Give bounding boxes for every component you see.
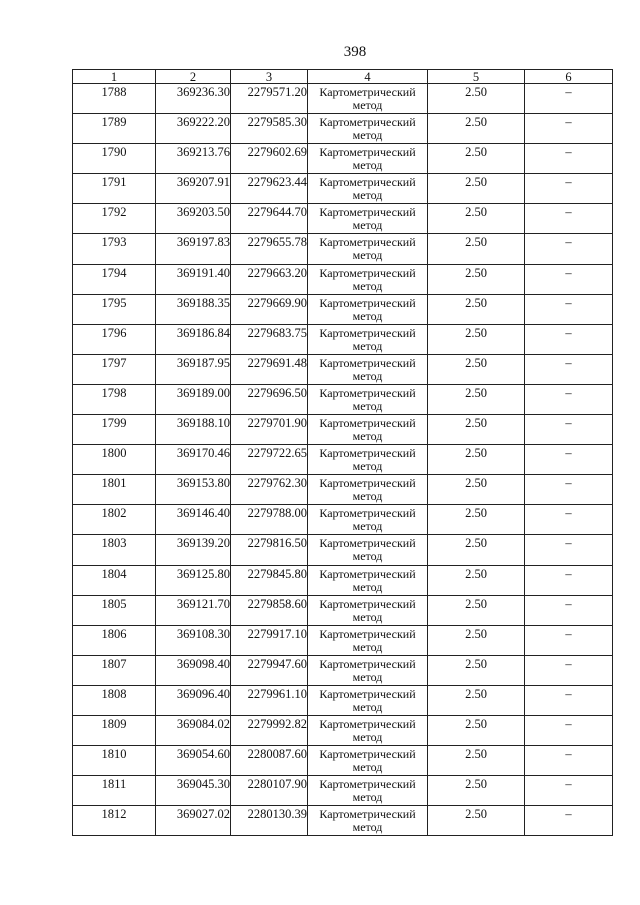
y-coordinate-cell: 2279961.10 (231, 685, 308, 715)
method-cell: Картометрический метод (308, 505, 428, 535)
column-header-5: 5 (428, 70, 525, 84)
accuracy-cell: 2.50 (428, 505, 525, 535)
x-coordinate-cell: 369207.91 (156, 174, 231, 204)
note-cell: – (525, 685, 613, 715)
table-row (73, 354, 613, 384)
accuracy-cell: 2.50 (428, 655, 525, 685)
x-coordinate-cell: 369125.80 (156, 565, 231, 595)
method-cell: Картометрический метод (308, 715, 428, 745)
note-cell: – (525, 595, 613, 625)
table-row (73, 685, 613, 715)
method-cell: Картометрический метод (308, 84, 428, 114)
coordinates-table (72, 69, 613, 836)
accuracy-cell: 2.50 (428, 324, 525, 354)
table-row (73, 445, 613, 475)
note-cell: – (525, 354, 613, 384)
point-number-cell: 1795 (73, 294, 156, 324)
table-row (73, 84, 613, 114)
note-cell: – (525, 625, 613, 655)
x-coordinate-cell: 369213.76 (156, 144, 231, 174)
table-row (73, 384, 613, 414)
point-number-cell: 1807 (73, 655, 156, 685)
note-cell: – (525, 746, 613, 776)
x-coordinate-cell: 369191.40 (156, 264, 231, 294)
table-row (73, 114, 613, 144)
point-number-cell: 1809 (73, 715, 156, 745)
method-cell: Картометрический метод (308, 354, 428, 384)
accuracy-cell: 2.50 (428, 354, 525, 384)
x-coordinate-cell: 369188.35 (156, 294, 231, 324)
point-number-cell: 1803 (73, 535, 156, 565)
table-row (73, 595, 613, 625)
y-coordinate-cell: 2279602.69 (231, 144, 308, 174)
method-cell: Картометрический метод (308, 174, 428, 204)
y-coordinate-cell: 2279917.10 (231, 625, 308, 655)
method-cell: Картометрический метод (308, 324, 428, 354)
method-cell: Картометрический метод (308, 445, 428, 475)
point-number-cell: 1806 (73, 625, 156, 655)
table-row (73, 475, 613, 505)
point-number-cell: 1788 (73, 84, 156, 114)
table-row (73, 264, 613, 294)
page-number: 398 (343, 44, 367, 60)
method-cell: Картометрический метод (308, 475, 428, 505)
x-coordinate-cell: 369096.40 (156, 685, 231, 715)
y-coordinate-cell: 2279858.60 (231, 595, 308, 625)
table-row (73, 294, 613, 324)
point-number-cell: 1801 (73, 475, 156, 505)
method-cell: Картометрический метод (308, 746, 428, 776)
point-number-cell: 1811 (73, 776, 156, 806)
accuracy-cell: 2.50 (428, 595, 525, 625)
accuracy-cell: 2.50 (428, 294, 525, 324)
note-cell: – (525, 384, 613, 414)
point-number-cell: 1793 (73, 234, 156, 264)
note-cell: – (525, 535, 613, 565)
point-number-cell: 1804 (73, 565, 156, 595)
accuracy-cell: 2.50 (428, 776, 525, 806)
method-cell: Картометрический метод (308, 234, 428, 264)
x-coordinate-cell: 369153.80 (156, 475, 231, 505)
note-cell: – (525, 415, 613, 445)
x-coordinate-cell: 369222.20 (156, 114, 231, 144)
table-row (73, 535, 613, 565)
x-coordinate-cell: 369188.10 (156, 415, 231, 445)
accuracy-cell: 2.50 (428, 715, 525, 745)
accuracy-cell: 2.50 (428, 535, 525, 565)
x-coordinate-cell: 369170.46 (156, 445, 231, 475)
note-cell: – (525, 806, 613, 836)
table-row (73, 234, 613, 264)
table-row (73, 174, 613, 204)
y-coordinate-cell: 2279845.80 (231, 565, 308, 595)
method-cell: Картометрический метод (308, 806, 428, 836)
method-cell: Картометрический метод (308, 264, 428, 294)
column-header-4: 4 (308, 70, 428, 84)
x-coordinate-cell: 369027.02 (156, 806, 231, 836)
x-coordinate-cell: 369139.20 (156, 535, 231, 565)
y-coordinate-cell: 2279722.65 (231, 445, 308, 475)
y-coordinate-cell: 2279571.20 (231, 84, 308, 114)
accuracy-cell: 2.50 (428, 264, 525, 294)
table-row (73, 746, 613, 776)
table-row (73, 204, 613, 234)
x-coordinate-cell: 369045.30 (156, 776, 231, 806)
y-coordinate-cell: 2280087.60 (231, 746, 308, 776)
note-cell: – (525, 445, 613, 475)
method-cell: Картометрический метод (308, 565, 428, 595)
y-coordinate-cell: 2279947.60 (231, 655, 308, 685)
note-cell: – (525, 505, 613, 535)
table-row (73, 505, 613, 535)
y-coordinate-cell: 2279623.44 (231, 174, 308, 204)
method-cell: Картометрический метод (308, 655, 428, 685)
y-coordinate-cell: 2279701.90 (231, 415, 308, 445)
point-number-cell: 1799 (73, 415, 156, 445)
x-coordinate-cell: 369203.50 (156, 204, 231, 234)
method-cell: Картометрический метод (308, 144, 428, 174)
x-coordinate-cell: 369197.83 (156, 234, 231, 264)
method-cell: Картометрический метод (308, 595, 428, 625)
y-coordinate-cell: 2279691.48 (231, 354, 308, 384)
y-coordinate-cell: 2279762.30 (231, 475, 308, 505)
method-cell: Картометрический метод (308, 535, 428, 565)
accuracy-cell: 2.50 (428, 625, 525, 655)
table-row (73, 715, 613, 745)
note-cell: – (525, 234, 613, 264)
note-cell: – (525, 144, 613, 174)
point-number-cell: 1810 (73, 746, 156, 776)
x-coordinate-cell: 369098.40 (156, 655, 231, 685)
method-cell: Картометрический метод (308, 204, 428, 234)
x-coordinate-cell: 369236.30 (156, 84, 231, 114)
y-coordinate-cell: 2279816.50 (231, 535, 308, 565)
accuracy-cell: 2.50 (428, 445, 525, 475)
point-number-cell: 1794 (73, 264, 156, 294)
note-cell: – (525, 475, 613, 505)
method-cell: Картометрический метод (308, 776, 428, 806)
point-number-cell: 1802 (73, 505, 156, 535)
note-cell: – (525, 655, 613, 685)
y-coordinate-cell: 2279644.70 (231, 204, 308, 234)
note-cell: – (525, 204, 613, 234)
method-cell: Картометрический метод (308, 415, 428, 445)
table-body (73, 84, 613, 836)
x-coordinate-cell: 369084.02 (156, 715, 231, 745)
column-header-2: 2 (156, 70, 231, 84)
x-coordinate-cell: 369189.00 (156, 384, 231, 414)
x-coordinate-cell: 369121.70 (156, 595, 231, 625)
method-cell: Картометрический метод (308, 685, 428, 715)
y-coordinate-cell: 2280107.90 (231, 776, 308, 806)
table-row (73, 776, 613, 806)
point-number-cell: 1800 (73, 445, 156, 475)
point-number-cell: 1808 (73, 685, 156, 715)
point-number-cell: 1792 (73, 204, 156, 234)
method-cell: Картометрический метод (308, 625, 428, 655)
accuracy-cell: 2.50 (428, 415, 525, 445)
accuracy-cell: 2.50 (428, 746, 525, 776)
x-coordinate-cell: 369187.95 (156, 354, 231, 384)
y-coordinate-cell: 2279788.00 (231, 505, 308, 535)
accuracy-cell: 2.50 (428, 475, 525, 505)
table-row (73, 144, 613, 174)
accuracy-cell: 2.50 (428, 114, 525, 144)
point-number-cell: 1798 (73, 384, 156, 414)
note-cell: – (525, 114, 613, 144)
point-number-cell: 1789 (73, 114, 156, 144)
table-row (73, 415, 613, 445)
method-cell: Картометрический метод (308, 384, 428, 414)
y-coordinate-cell: 2279663.20 (231, 264, 308, 294)
point-number-cell: 1791 (73, 174, 156, 204)
table-row (73, 324, 613, 354)
column-header-1: 1 (73, 70, 156, 84)
y-coordinate-cell: 2279669.90 (231, 294, 308, 324)
note-cell: – (525, 324, 613, 354)
point-number-cell: 1790 (73, 144, 156, 174)
x-coordinate-cell: 369186.84 (156, 324, 231, 354)
table-row (73, 565, 613, 595)
y-coordinate-cell: 2279683.75 (231, 324, 308, 354)
point-number-cell: 1805 (73, 595, 156, 625)
y-coordinate-cell: 2279992.82 (231, 715, 308, 745)
point-number-cell: 1812 (73, 806, 156, 836)
note-cell: – (525, 174, 613, 204)
table-row (73, 806, 613, 836)
method-cell: Картометрический метод (308, 294, 428, 324)
note-cell: – (525, 264, 613, 294)
point-number-cell: 1796 (73, 324, 156, 354)
note-cell: – (525, 294, 613, 324)
note-cell: – (525, 776, 613, 806)
y-coordinate-cell: 2279696.50 (231, 384, 308, 414)
table-header-row (73, 70, 613, 84)
accuracy-cell: 2.50 (428, 685, 525, 715)
note-cell: – (525, 565, 613, 595)
x-coordinate-cell: 369054.60 (156, 746, 231, 776)
accuracy-cell: 2.50 (428, 174, 525, 204)
method-cell: Картометрический метод (308, 114, 428, 144)
note-cell: – (525, 84, 613, 114)
x-coordinate-cell: 369146.40 (156, 505, 231, 535)
table-row (73, 625, 613, 655)
y-coordinate-cell: 2279655.78 (231, 234, 308, 264)
y-coordinate-cell: 2279585.30 (231, 114, 308, 144)
accuracy-cell: 2.50 (428, 565, 525, 595)
point-number-cell: 1797 (73, 354, 156, 384)
y-coordinate-cell: 2280130.39 (231, 806, 308, 836)
table-row (73, 655, 613, 685)
x-coordinate-cell: 369108.30 (156, 625, 231, 655)
note-cell: – (525, 715, 613, 745)
accuracy-cell: 2.50 (428, 806, 525, 836)
accuracy-cell: 2.50 (428, 144, 525, 174)
accuracy-cell: 2.50 (428, 234, 525, 264)
accuracy-cell: 2.50 (428, 204, 525, 234)
accuracy-cell: 2.50 (428, 384, 525, 414)
column-header-3: 3 (231, 70, 308, 84)
column-header-6: 6 (525, 70, 613, 84)
accuracy-cell: 2.50 (428, 84, 525, 114)
